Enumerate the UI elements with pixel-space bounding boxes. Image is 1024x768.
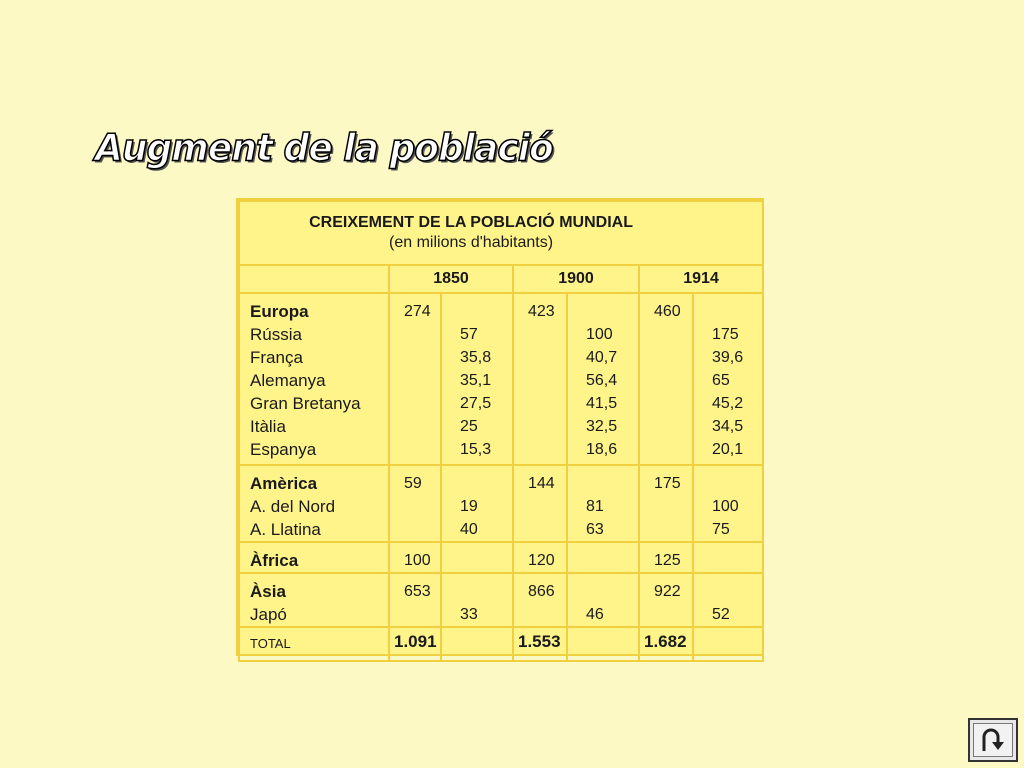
corner-cell <box>239 265 389 293</box>
total-1914: 1.682 <box>639 627 693 661</box>
empty-cell <box>567 542 639 573</box>
region-total-1850: 100 <box>389 542 441 573</box>
year-header-1900: 1900 <box>513 265 639 293</box>
country-values-1914 <box>693 573 763 627</box>
return-button[interactable] <box>968 718 1018 762</box>
population-table <box>236 198 764 656</box>
country-values-1850 <box>441 573 513 627</box>
value-cell: 27,5 <box>460 395 492 412</box>
year-header-1914: 1914 <box>639 265 763 293</box>
region-name: Àsia <box>250 582 286 601</box>
value-cell: 63 <box>586 521 604 538</box>
value-cell: 34,5 <box>712 418 744 435</box>
country-name: Alemanya <box>250 371 326 390</box>
region-total-1914: 922 <box>639 573 693 627</box>
region-total-1850: 274 <box>389 293 441 465</box>
slide-title: Augment de la població <box>95 126 553 171</box>
value-cell: 175 <box>712 326 739 343</box>
region-total-1914: 175 <box>639 465 693 542</box>
country-name: A. del Nord <box>250 497 336 516</box>
region-names-africa <box>239 542 389 573</box>
value-cell: 33 <box>460 606 478 623</box>
empty-cell <box>441 542 513 573</box>
table-subtitle: (en milions d'habitants) <box>389 234 554 251</box>
value-cell: 35,8 <box>460 349 492 366</box>
country-name: Espanya <box>250 440 317 459</box>
region-total-1914: 460 <box>639 293 693 465</box>
country-values-1914 <box>693 465 763 542</box>
value-cell: 57 <box>460 326 478 343</box>
region-total-1850: 59 <box>389 465 441 542</box>
value-cell: 19 <box>460 498 478 515</box>
total-1850: 1.091 <box>389 627 441 661</box>
value-cell: 15,3 <box>460 441 492 458</box>
region-name: Àfrica <box>250 551 299 570</box>
region-total-1850: 653 <box>389 573 441 627</box>
value-cell: 20,1 <box>712 441 744 458</box>
total-label: TOTAL <box>239 627 389 661</box>
country-name: Rússia <box>250 325 302 344</box>
value-cell: 45,2 <box>712 395 744 412</box>
value-cell: 52 <box>712 606 730 623</box>
return-arrow-icon <box>973 723 1013 757</box>
empty-cell <box>441 627 513 661</box>
value-cell: 100 <box>712 498 739 515</box>
region-total-1914: 125 <box>639 542 693 573</box>
value-cell: 46 <box>586 606 604 623</box>
region-names-america <box>239 465 389 542</box>
table-header <box>239 201 763 265</box>
value-cell: 81 <box>586 498 604 515</box>
year-header-1850: 1850 <box>389 265 513 293</box>
empty-cell <box>567 627 639 661</box>
value-cell: 40 <box>460 521 478 538</box>
value-cell: 35,1 <box>460 372 492 389</box>
region-total-1900: 423 <box>513 293 567 465</box>
value-cell: 56,4 <box>586 372 618 389</box>
country-values-1900 <box>567 465 639 542</box>
value-cell: 32,5 <box>586 418 618 435</box>
empty-cell <box>693 627 763 661</box>
population-table-grid <box>238 200 764 662</box>
value-cell: 75 <box>712 521 730 538</box>
region-names-europa <box>239 293 389 465</box>
country-name: Japó <box>250 605 287 624</box>
country-values-1850 <box>441 465 513 542</box>
region-name: Europa <box>250 302 309 321</box>
region-total-1900: 866 <box>513 573 567 627</box>
region-total-1900: 120 <box>513 542 567 573</box>
country-values-1914 <box>693 293 763 465</box>
empty-cell <box>693 542 763 573</box>
country-values-1900 <box>567 573 639 627</box>
value-cell: 100 <box>586 326 613 343</box>
value-cell: 39,6 <box>712 349 744 366</box>
value-cell: 18,6 <box>586 441 618 458</box>
total-1900: 1.553 <box>513 627 567 661</box>
country-name: Itàlia <box>250 417 286 436</box>
value-cell: 40,7 <box>586 349 618 366</box>
country-values-1850 <box>441 293 513 465</box>
value-cell: 41,5 <box>586 395 618 412</box>
country-name: Gran Bretanya <box>250 394 361 413</box>
table-title: CREIXEMENT DE LA POBLACIÓ MUNDIAL <box>309 214 633 231</box>
region-total-1900: 144 <box>513 465 567 542</box>
value-cell: 25 <box>460 418 478 435</box>
country-name: A. Llatina <box>250 520 321 539</box>
region-name: Amèrica <box>250 474 318 493</box>
country-values-1900 <box>567 293 639 465</box>
value-cell: 65 <box>712 372 730 389</box>
region-names-asia <box>239 573 389 627</box>
country-name: França <box>250 348 303 367</box>
